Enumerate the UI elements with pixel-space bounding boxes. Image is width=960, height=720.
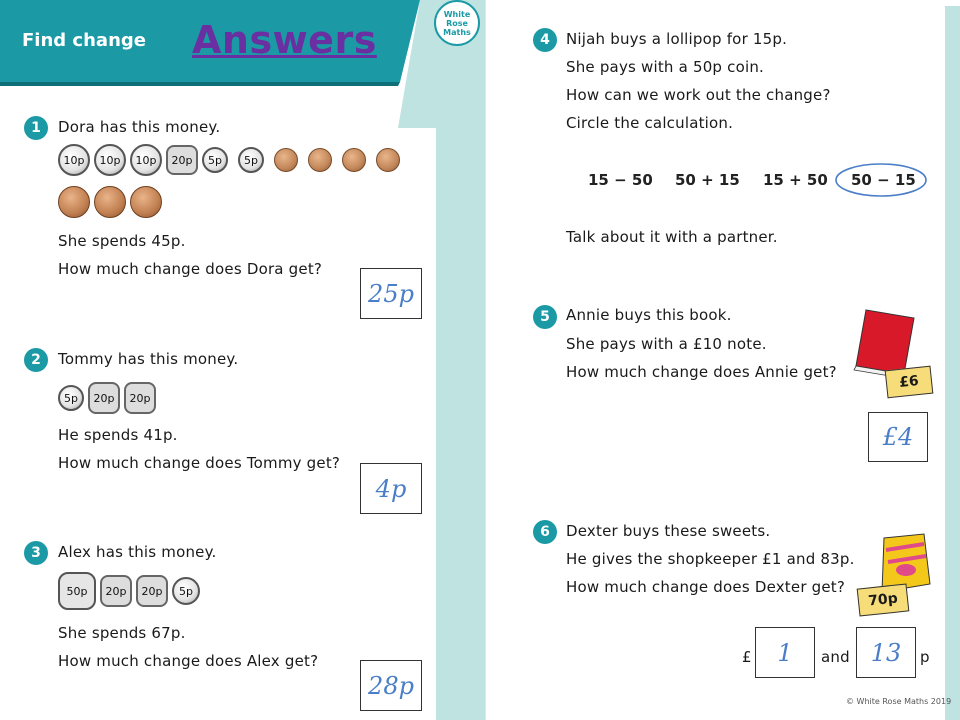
question-1-intro: Dora has this money. bbox=[58, 118, 221, 136]
coin-20p: 20p bbox=[136, 575, 168, 607]
coin-10p: 10p bbox=[94, 144, 126, 176]
question-6-number: 6 bbox=[533, 520, 557, 544]
question-6-line-1: Dexter buys these sweets. bbox=[566, 522, 771, 540]
coin-50p: 50p bbox=[58, 572, 96, 610]
coin-5p: 5p bbox=[58, 385, 84, 411]
question-2-spend: He spends 41p. bbox=[58, 426, 178, 444]
question-5-line-3: How much change does Annie get? bbox=[566, 363, 837, 381]
question-2-coins bbox=[58, 382, 156, 414]
question-3-intro: Alex has this money. bbox=[58, 543, 217, 561]
copyright: © White Rose Maths 2019 bbox=[846, 697, 952, 706]
calculation-option-3[interactable]: 15 + 50 bbox=[763, 171, 828, 189]
question-3-spend: She spends 67p. bbox=[58, 624, 186, 642]
logo-text-line-3: Maths bbox=[443, 27, 471, 37]
question-3-number: 3 bbox=[24, 541, 48, 565]
coin-1p bbox=[274, 148, 298, 172]
question-2-answer-box[interactable]: 4p bbox=[360, 463, 422, 514]
coin-10p: 10p bbox=[130, 144, 162, 176]
coin-5p: 5p bbox=[202, 147, 228, 173]
pence-sign: p bbox=[920, 648, 930, 666]
page-divider bbox=[485, 0, 486, 720]
question-2-number: 2 bbox=[24, 348, 48, 372]
book-price-tag: £6 bbox=[885, 366, 934, 399]
question-6-line-3: How much change does Dexter get? bbox=[566, 578, 846, 596]
calculation-option-1[interactable]: 15 − 50 bbox=[588, 171, 653, 189]
question-4-line-4: Circle the calculation. bbox=[566, 114, 734, 132]
coin-2p bbox=[94, 186, 126, 218]
question-3-prompt: How much change does Alex get? bbox=[58, 652, 319, 670]
coin-20p: 20p bbox=[100, 575, 132, 607]
question-4-line-2: She pays with a 50p coin. bbox=[566, 58, 764, 76]
coin-20p: 20p bbox=[88, 382, 120, 414]
calculation-option-2[interactable]: 50 + 15 bbox=[675, 171, 740, 189]
coin-5p: 5p bbox=[172, 577, 200, 605]
answers-heading: Answers bbox=[192, 18, 377, 62]
question-1-coins-row-1 bbox=[58, 144, 400, 176]
pound-sign: £ bbox=[742, 648, 752, 666]
coin-20p: 20p bbox=[166, 145, 198, 175]
question-2-intro: Tommy has this money. bbox=[58, 350, 239, 368]
question-2-prompt: How much change does Tommy get? bbox=[58, 454, 341, 472]
page-title: Find change bbox=[22, 30, 146, 51]
coin-1p bbox=[376, 148, 400, 172]
question-3-coins bbox=[58, 572, 200, 610]
question-1-coins-row-2 bbox=[58, 186, 162, 218]
question-5-number: 5 bbox=[533, 305, 557, 329]
question-6-pence-box[interactable]: 13 bbox=[856, 627, 916, 678]
coin-2p bbox=[130, 186, 162, 218]
question-5-line-2: She pays with a £10 note. bbox=[566, 335, 767, 353]
question-4-line-1: Nijah buys a lollipop for 15p. bbox=[566, 30, 788, 48]
calculation-option-4[interactable]: 50 − 15 bbox=[851, 171, 916, 189]
question-5-answer-box[interactable]: £4 bbox=[868, 412, 928, 462]
logo-text-line-2: Rose bbox=[446, 18, 468, 28]
coin-2p bbox=[58, 186, 90, 218]
question-1-answer-box[interactable]: 25p bbox=[360, 268, 422, 319]
coin-1p bbox=[308, 148, 332, 172]
coin-1p bbox=[342, 148, 366, 172]
question-4-line-3: How can we work out the change? bbox=[566, 86, 831, 104]
question-1-prompt: How much change does Dora get? bbox=[58, 260, 323, 278]
question-4-number: 4 bbox=[533, 28, 557, 52]
white-rose-logo bbox=[434, 0, 480, 46]
coin-10p: 10p bbox=[58, 144, 90, 176]
question-1-number: 1 bbox=[24, 116, 48, 140]
coin-5p: 5p bbox=[238, 147, 264, 173]
and-label: and bbox=[821, 648, 850, 666]
sweets-price-tag: 70p bbox=[857, 583, 910, 616]
question-1-spend: She spends 45p. bbox=[58, 232, 186, 250]
question-3-answer-box[interactable]: 28p bbox=[360, 660, 422, 711]
question-5-line-1: Annie buys this book. bbox=[566, 306, 732, 324]
left-page-margin-strip bbox=[436, 128, 485, 720]
question-6-line-2: He gives the shopkeeper £1 and 83p. bbox=[566, 550, 855, 568]
logo-text-line-1: White bbox=[443, 9, 471, 19]
question-6-pounds-box[interactable]: 1 bbox=[755, 627, 815, 678]
question-4-line-5: Talk about it with a partner. bbox=[566, 228, 778, 246]
coin-20p: 20p bbox=[124, 382, 156, 414]
right-page-margin-strip bbox=[945, 6, 960, 720]
